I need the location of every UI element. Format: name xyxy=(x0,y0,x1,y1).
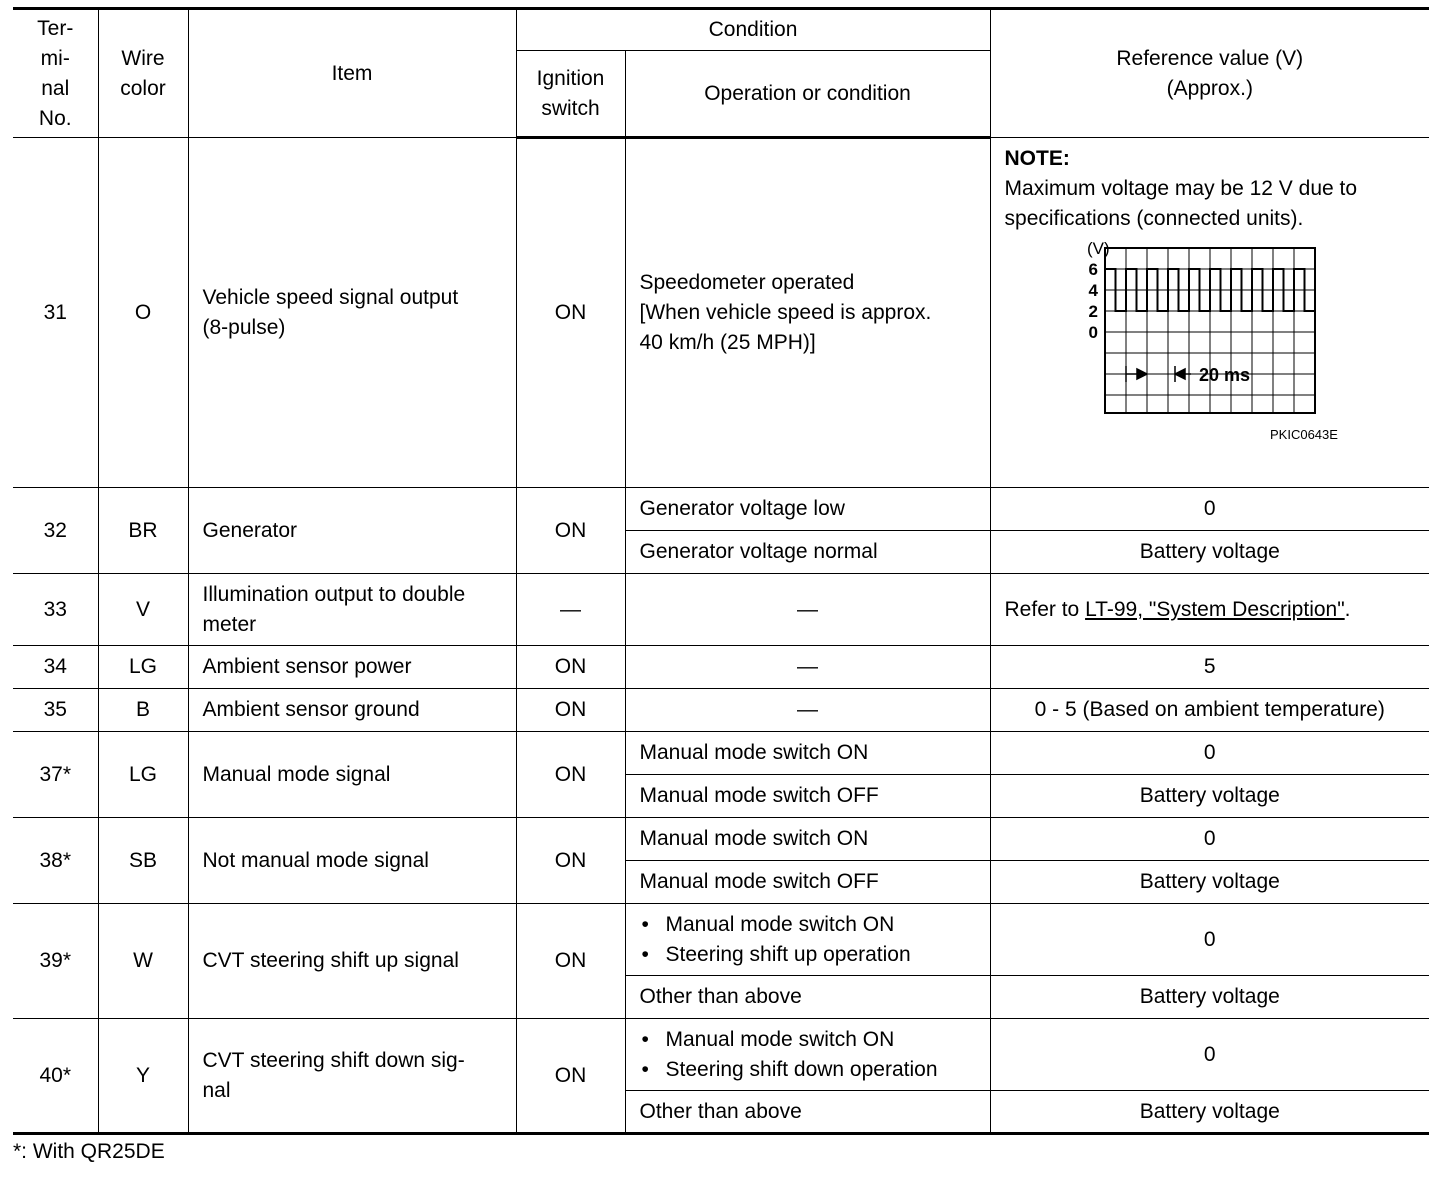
operation-cell: Manual mode switch ON xyxy=(625,732,990,775)
item-cell: Ambient sensor ground xyxy=(188,689,516,732)
header-ignition-switch: Ignition switch xyxy=(516,51,625,138)
header-wire-color: Wire color xyxy=(98,9,188,138)
terminal-no: 40* xyxy=(13,1019,98,1134)
y-unit-label: (V) xyxy=(1086,239,1110,258)
wire-color: LG xyxy=(98,732,188,818)
list-item: • Steering shift up operation xyxy=(642,940,982,970)
reference-cell: 5 xyxy=(990,646,1429,689)
table-row xyxy=(13,732,1429,775)
y-tick: 2 xyxy=(1088,302,1098,321)
y-tick: 4 xyxy=(1088,281,1098,300)
terminal-no: 38* xyxy=(13,818,98,904)
bullet-list xyxy=(640,1025,982,1085)
reference-cell: 0 xyxy=(990,488,1429,531)
reference-cell: 0 xyxy=(990,1019,1429,1091)
item-cell: Generator xyxy=(188,488,516,574)
terminal-no: 32 xyxy=(13,488,98,574)
wire-color: Y xyxy=(98,1019,188,1134)
wire-color: V xyxy=(98,574,188,646)
wire-color: BR xyxy=(98,488,188,574)
ignition-cell: ON xyxy=(516,1019,625,1134)
item-cell: Ambient sensor power xyxy=(188,646,516,689)
lt-99-system-description-link[interactable]: LT-99, "System Description" xyxy=(1085,597,1345,621)
time-scale-label: 20 ms xyxy=(1198,365,1250,385)
table-row xyxy=(13,689,1429,732)
table-row xyxy=(13,646,1429,689)
terminal-no: 37* xyxy=(13,732,98,818)
table-row xyxy=(13,488,1429,531)
wire-color: SB xyxy=(98,818,188,904)
terminal-no: 33 xyxy=(13,574,98,646)
table-row xyxy=(13,574,1429,646)
ignition-cell: ON xyxy=(516,818,625,904)
ignition-cell: ON xyxy=(516,488,625,574)
ignition-cell: ON xyxy=(516,646,625,689)
operation-cell: — xyxy=(625,646,990,689)
operation-cell: Manual mode switch OFF xyxy=(625,861,990,904)
item-cell: CVT steering shift down sig- nal xyxy=(188,1019,516,1134)
reference-cell: Battery voltage xyxy=(990,531,1429,574)
list-item: • Steering shift down operation xyxy=(642,1055,982,1085)
wire-color: LG xyxy=(98,646,188,689)
operation-cell: — xyxy=(625,574,990,646)
pulse-waveform xyxy=(1105,269,1315,311)
note-text: Maximum voltage may be 12 V due to specifications (connected units). xyxy=(1004,177,1358,230)
item-cell: Vehicle speed signal output (8-pulse) xyxy=(188,138,516,488)
list-item: • Manual mode switch ON xyxy=(642,910,982,940)
reference-cell: Refer to LT-99, "System Description". xyxy=(990,574,1429,646)
terminal-no: 35 xyxy=(13,689,98,732)
operation-cell: Generator voltage low xyxy=(625,488,990,531)
waveform-figure xyxy=(1055,238,1395,448)
reference-cell: Battery voltage xyxy=(990,1091,1429,1134)
header-condition: Condition xyxy=(516,9,990,51)
operation-cell xyxy=(625,1019,990,1091)
terminal-no: 39* xyxy=(13,904,98,1019)
ignition-cell: ON xyxy=(516,904,625,1019)
terminal-no: 31 xyxy=(13,138,98,488)
ignition-cell: — xyxy=(516,574,625,646)
footnote: *: With QR25DE xyxy=(13,1140,165,1163)
reference-cell: 0 xyxy=(990,904,1429,976)
wire-color: W xyxy=(98,904,188,1019)
reference-cell: 0 xyxy=(990,818,1429,861)
table-row xyxy=(13,818,1429,861)
item-cell: Not manual mode signal xyxy=(188,818,516,904)
operation-cell: — xyxy=(625,689,990,732)
table-row xyxy=(13,1019,1429,1091)
reference-cell: Battery voltage xyxy=(990,976,1429,1019)
bullet-list xyxy=(640,910,982,970)
item-cell: CVT steering shift up signal xyxy=(188,904,516,1019)
header-terminal-no: Ter- mi- nal No. xyxy=(13,9,98,138)
item-cell: Illumination output to double meter xyxy=(188,574,516,646)
reference-cell: Battery voltage xyxy=(990,861,1429,904)
operation-cell xyxy=(625,904,990,976)
y-tick: 0 xyxy=(1088,323,1098,342)
header-reference-value: Reference value (V) (Approx.) xyxy=(990,9,1429,138)
figure-id: PKIC0643E xyxy=(1269,427,1338,442)
operation-cell: Manual mode switch OFF xyxy=(625,775,990,818)
reference-cell: Battery voltage xyxy=(990,775,1429,818)
operation-cell: Speedometer operated [When vehicle speed is approx. 40 km/h (25 MPH)] xyxy=(625,138,990,488)
reference-cell: 0 xyxy=(990,732,1429,775)
operation-cell: Other than above xyxy=(625,1091,990,1134)
terminal-spec-table xyxy=(13,7,1429,1135)
operation-cell: Manual mode switch ON xyxy=(625,818,990,861)
note-label: NOTE: xyxy=(1004,147,1070,170)
item-cell: Manual mode signal xyxy=(188,732,516,818)
ignition-cell: ON xyxy=(516,732,625,818)
table-row xyxy=(13,904,1429,976)
list-item: • Manual mode switch ON xyxy=(642,1025,982,1055)
operation-cell: Other than above xyxy=(625,976,990,1019)
ignition-cell: ON xyxy=(516,689,625,732)
table-row xyxy=(13,138,1429,488)
wire-color: B xyxy=(98,689,188,732)
operation-cell: Generator voltage normal xyxy=(625,531,990,574)
reference-cell: 0 - 5 (Based on ambient temperature) xyxy=(990,689,1429,732)
ignition-cell: ON xyxy=(516,138,625,488)
terminal-no: 34 xyxy=(13,646,98,689)
wire-color: O xyxy=(98,138,188,488)
y-tick: 6 xyxy=(1088,260,1098,279)
header-item: Item xyxy=(188,9,516,138)
header-operation-condition: Operation or condition xyxy=(625,51,990,138)
reference-cell xyxy=(990,138,1429,488)
